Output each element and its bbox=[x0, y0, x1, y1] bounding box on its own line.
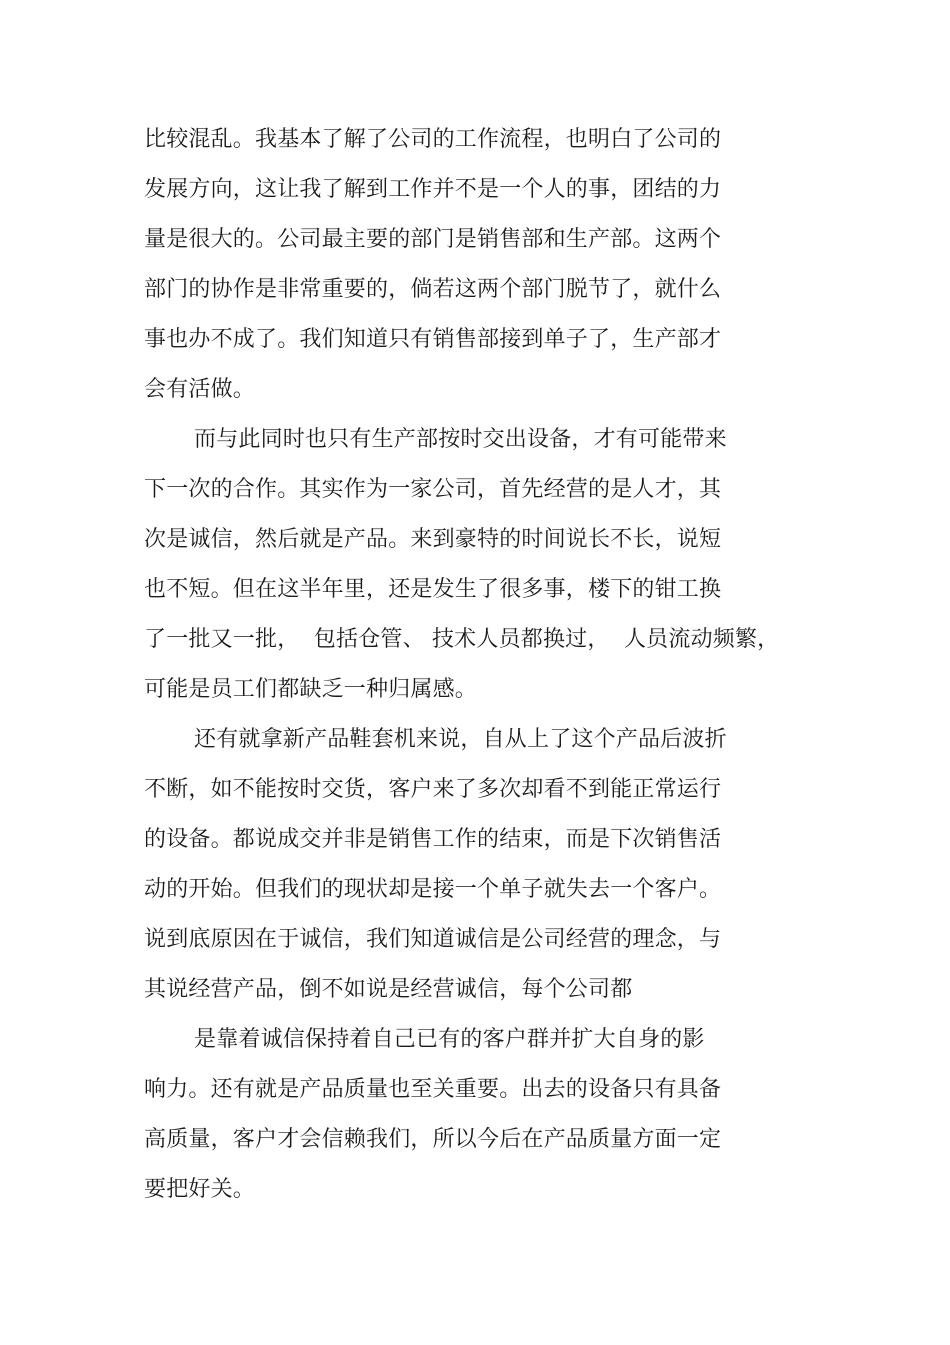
text-line: 不断，如不能按时交货，客户来了多次却看不到能正常运行 bbox=[144, 777, 722, 802]
text-line: 动的开始。但我们的现状却是接一个单子就失去一个客户。 bbox=[144, 877, 722, 902]
text-line: 次是诚信，然后就是产品。来到豪特的时间说长不长，说短 bbox=[144, 527, 722, 552]
paragraph-first-line: 而与此同时也只有生产部按时交出设备，才有可能带来 bbox=[194, 427, 727, 452]
text-line: 发展方向，这让我了解到工作并不是一个人的事，团结的力 bbox=[144, 177, 722, 202]
paragraph-first-line: 是靠着诚信保持着自己已有的客户群并扩大自身的影 bbox=[194, 1027, 705, 1052]
paragraph-first-line: 还有就拿新产品鞋套机来说，自从上了这个产品后波折 bbox=[194, 727, 727, 752]
text-line: 可能是员工们都缺乏一种归属感。 bbox=[144, 677, 478, 702]
text-line: 会有活做。 bbox=[144, 377, 256, 402]
text-line: 其说经营产品，倒不如说是经营诚信，每个公司都 bbox=[144, 977, 633, 1002]
text-line: 高质量，客户才会信赖我们，所以今后在产品质量方面一定 bbox=[144, 1127, 722, 1152]
text-line: 比较混乱。我基本了解了公司的工作流程，也明白了公司的 bbox=[144, 127, 722, 152]
text-line: 也不短。但在这半年里，还是发生了很多事，楼下的钳工换 bbox=[144, 577, 722, 602]
text-line: 下一次的合作。其实作为一家公司，首先经营的是人才，其 bbox=[144, 477, 722, 502]
text-line: 事也办不成了。我们知道只有销售部接到单子了，生产部才 bbox=[144, 327, 722, 352]
text-line: 的设备。都说成交并非是销售工作的结束，而是下次销售活 bbox=[144, 827, 722, 852]
text-line: 了一批又一批， 包括仓管、 技术人员都换过， 人员流动频繁， bbox=[144, 627, 780, 652]
text-line: 部门的协作是非常重要的，倘若这两个部门脱节了，就什么 bbox=[144, 277, 722, 302]
text-line: 说到底原因在于诚信，我们知道诚信是公司经营的理念，与 bbox=[144, 927, 722, 952]
text-line: 量是很大的。公司最主要的部门是销售部和生产部。这两个 bbox=[144, 227, 722, 252]
text-line: 要把好关。 bbox=[144, 1177, 256, 1202]
text-line: 响力。还有就是产品质量也至关重要。出去的设备只有具备 bbox=[144, 1077, 722, 1102]
